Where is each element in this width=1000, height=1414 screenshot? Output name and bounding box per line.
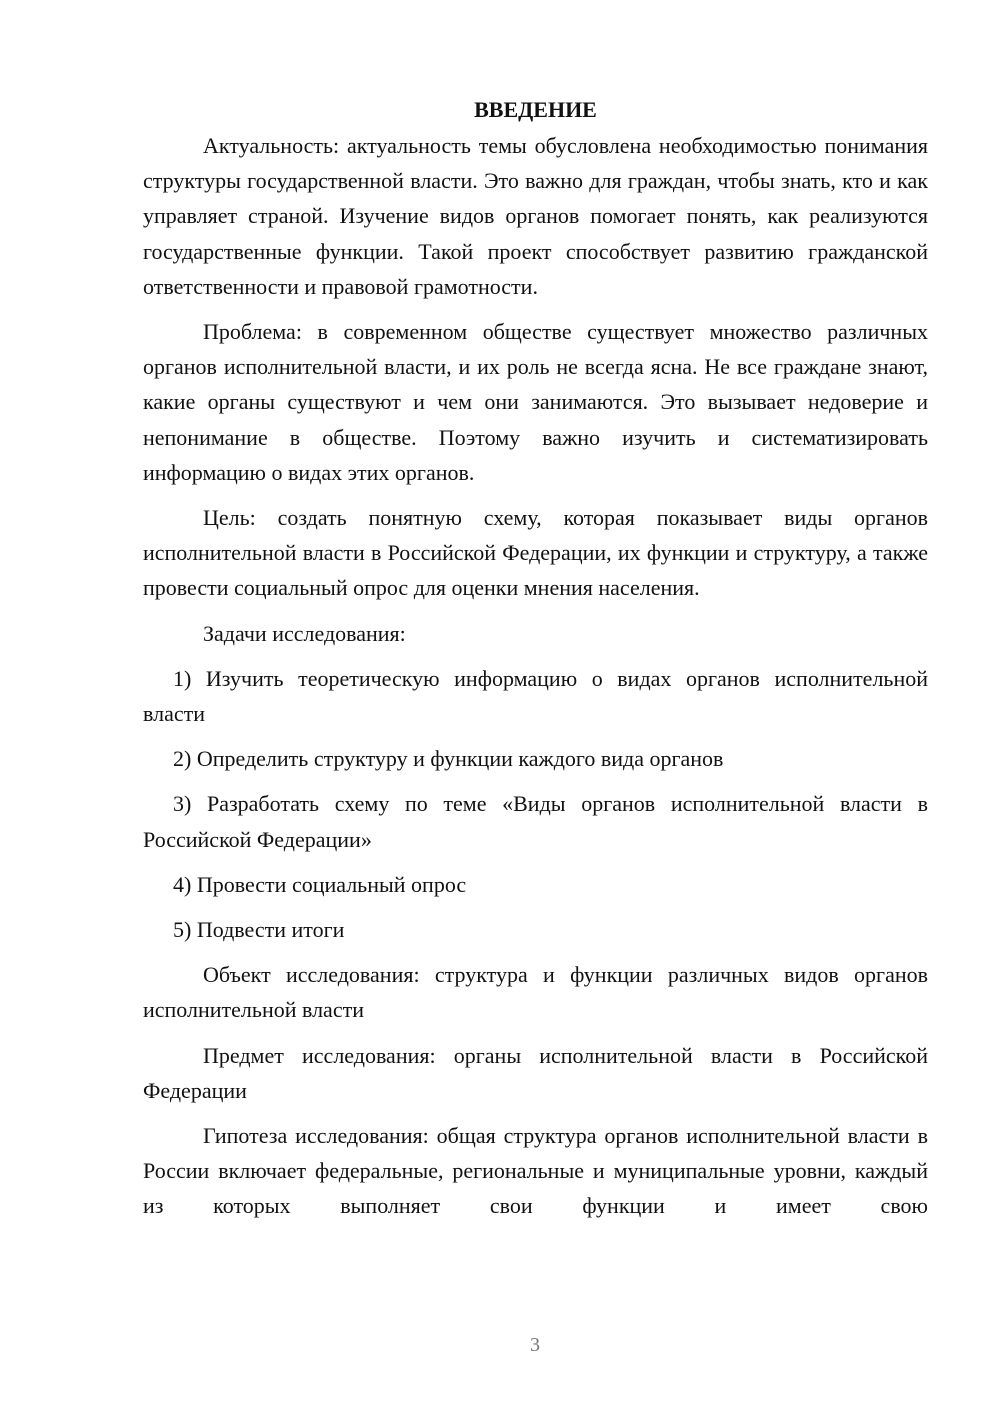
- task-item: 1) Изучить теоретическую информацию о видах органов исполнительной власти: [143, 665, 928, 727]
- subject-paragraph: Предмет исследования: органы исполнительной власти в Российской Федерации: [143, 1042, 928, 1103]
- tasks-heading: Задачи исследования:: [203, 620, 406, 646]
- task-item: 2) Определить структуру и функции каждого вида органов: [173, 746, 724, 772]
- relevance-paragraph: Актуальность: актуальность темы обусловлена необходимостью понимания структуры государственной власти. Это важно для граждан, чтобы знать, кто и как управляет страной. Изучение видов органов помогает понять, как реализуются государственные функции. Такой проект способствует развитию гражданской ответственности и правовой грамотности.: [143, 133, 928, 299]
- page-number: 3: [530, 1334, 540, 1356]
- section-title: ВВЕДЕНИЕ: [474, 97, 597, 122]
- goal-paragraph: Цель: создать понятную схему, которая показывает виды органов исполнительной власти в Российской Федерации, их функции и структуру, а также провести социальный опрос для оценки мнения населения.: [143, 505, 928, 601]
- page-content: [143, 92, 928, 1224]
- task-item: 4) Провести социальный опрос: [173, 871, 467, 897]
- hypothesis-paragraph: Гипотеза исследования: общая структура органов исполнительной власти в России включает федеральные, региональные и муниципальные уровни, каждый из которых выполняет свои функции и имеет свою: [143, 1123, 928, 1219]
- task-item: 3) Разработать схему по теме «Виды органов исполнительной власти в Российской Федерации»: [143, 791, 928, 852]
- problem-paragraph: Проблема: в современном обществе существует множество различных органов исполнительной власти, и их роль не всегда ясна. Не все граждане знают, какие органы существуют и чем они занимаются. Это вызывает недоверие и непонимание в обществе. Поэтому важно изучить и систематизировать информацию о видах этих органов.: [143, 319, 928, 485]
- task-item: 5) Подвести итоги: [173, 917, 345, 943]
- object-paragraph: Объект исследования: структура и функции различных видов органов исполнительной власти: [143, 962, 928, 1023]
